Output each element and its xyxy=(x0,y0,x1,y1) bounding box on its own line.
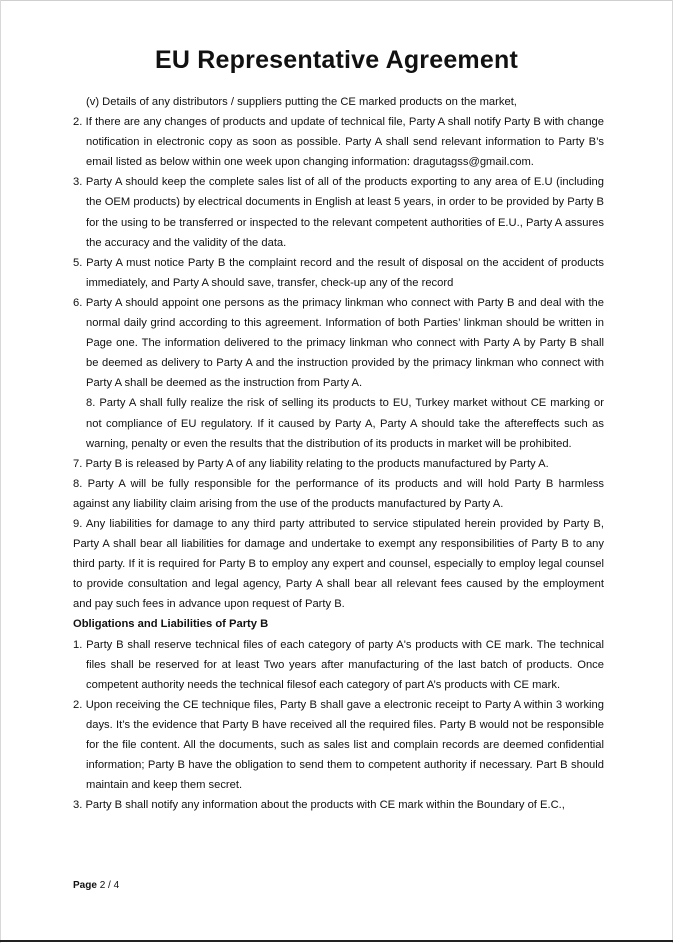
paragraph: 1. Party B shall reserve technical files of each category of party A's products with CE mark. The technical files shall be reserved for at least Two years after manufacturing of the last batch of products. Once competent authority needs the technical filesof each category of part A’s products with CE mark. xyxy=(73,638,604,691)
paragraph: 2. If there are any changes of products and update of technical file, Party A shall notify Party B with change notification in electronic copy as soon as possible. Party A shall send relevant information to Party B’s email listed as below within one week upon changing information: dragutagss@gmail.com. xyxy=(73,116,604,169)
page-border-left xyxy=(0,0,1,943)
paragraph: 8. Party A shall fully realize the risk of selling its products to EU, Turkey market without CE marking or not compliance of EU regulatory. If it caused by Party A, Party A should take the aftereffects such as warning, penalty or even the results that the distribution of its products in market will be prohibited. xyxy=(86,397,604,450)
page-label: Page xyxy=(73,880,97,891)
paragraph: 9. Any liabilities for damage to any third party attributed to service stipulated herein provided by Party B, Party A shall bear all liabilities for damage and undertake to exempt any responsibilities of Party B to any third party. If it is required for Party B to employ any expert and counsel, especially to employ legal counsel to provide consultation and legal agency, Party A shall bear all relevant fees caused by the employment and pay such fees in advance upon request of Party B. xyxy=(73,517,604,611)
paragraph: 6. Party A should appoint one persons as the primacy linkman who connect with Party B and deal with the normal daily grind according to this agreement. Information of both Parties’ linkman should be written in Page one. The information delivered to the primacy linkman who connect with Party A by Party B shall be deemed as delivery to Party A and the instruction provided by the primacy linkman who connect with Party A shall be deemed as the instruction from Party A. xyxy=(73,296,604,390)
document-body xyxy=(73,92,604,815)
paragraph: 5. Party A must notice Party B the complaint record and the result of disposal on the accident of products immediately, and Party A should save, transfer, check-up any of the record xyxy=(73,256,604,289)
paragraph: 2. Upon receiving the CE technique files, Party B shall gave a electronic receipt to Party A within 3 working days. It’s the evidence that Party B have received all the required files. Party B would not be responsible for the file content. All the documents, such as sales list and complain records are deemed confidential information; Party B have the obligation to send them to competent authority if necessary. Part B should maintain and keep them secret. xyxy=(73,698,604,792)
page-number: 2 / 4 xyxy=(99,880,120,891)
page-border-top xyxy=(0,0,673,1)
paragraph: 3. Party B shall notify any information about the products with CE mark within the Boundary of E.C., xyxy=(73,799,565,812)
document-title: EU Representative Agreement xyxy=(155,46,518,74)
section-heading: Obligations and Liabilities of Party B xyxy=(73,618,269,631)
paragraph: 7. Party B is released by Party A of any liability relating to the products manufactured by Party A. xyxy=(73,457,549,470)
page-border-bottom xyxy=(0,940,673,942)
paragraph: (v) Details of any distributors / suppliers putting the CE marked products on the market, xyxy=(86,96,517,108)
paragraph: 8. Party A will be fully responsible for the performance of its products and will hold Party B harmless against any liability claim arising from the use of the products manufactured by Party A. xyxy=(73,477,604,510)
page-footer xyxy=(73,880,119,891)
paragraph: 3. Party A should keep the complete sales list of all of the products exporting to any area of E.U (including the OEM products) by electrical documents in English at least 5 years, in order to be provided by Party B for the using to be transferred or inspected to the relevant competent authorities of E.U., Party A assures the accuracy and the validity of the data. xyxy=(73,176,604,249)
